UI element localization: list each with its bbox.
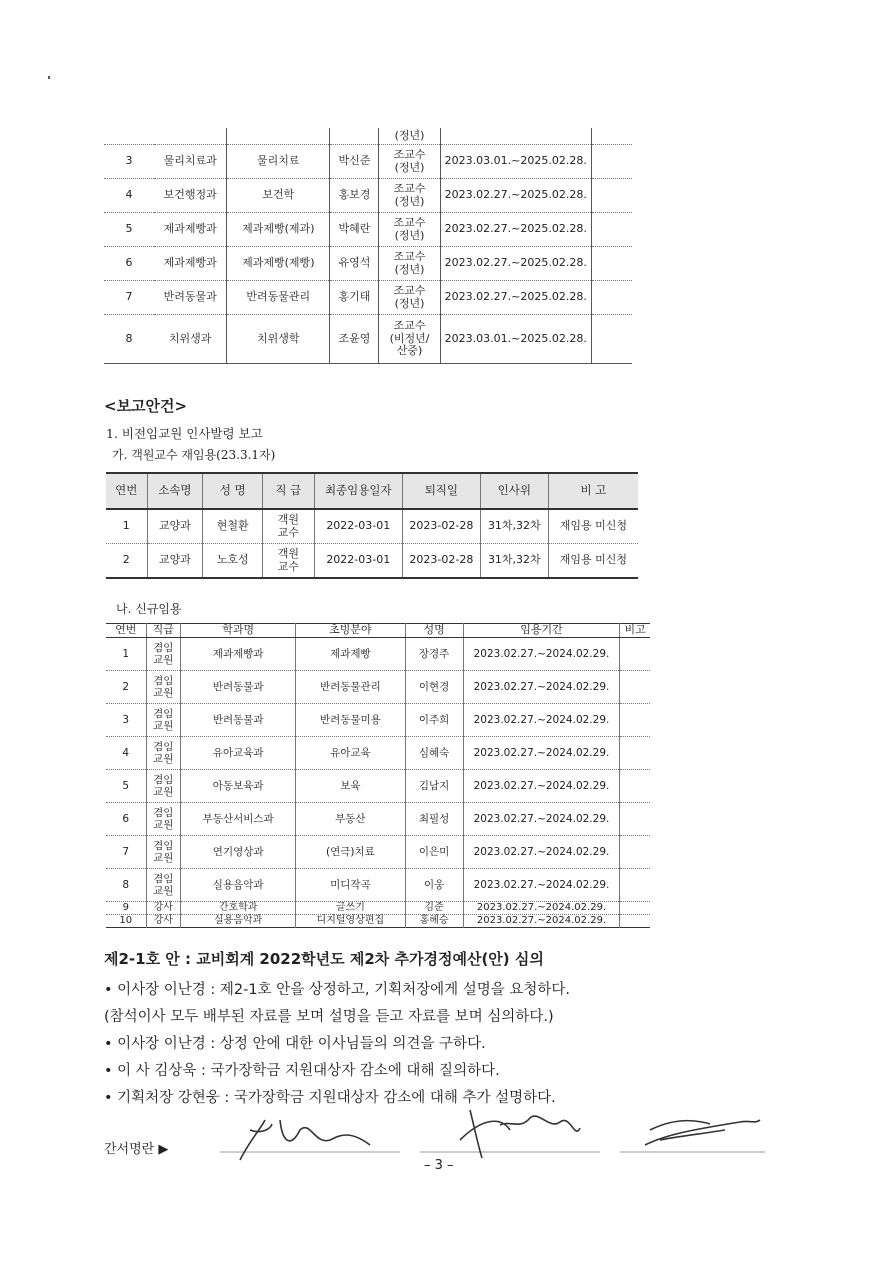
agenda-title: 제2-1호 안 : 교비회계 2022학년도 제2차 추가경정예산(안) 심의	[104, 950, 544, 968]
page-number: – 3 –	[424, 1158, 454, 1173]
agenda-line: (참석이사 모두 배부된 자료를 보며 설명을 듣고 자료를 보며 심의하다.)	[104, 1009, 554, 1025]
table-row: 5 제과제빵과 제과제빵(제과) 박혜란 조교수 (정년) 2023.02.27.~2025.02.28.	[104, 213, 632, 247]
table-row: 10 강사 실용음악과 디지털영상편집 홍혜승 2023.02.27.~2024.02.29.	[106, 915, 650, 928]
rank-status: (정년)	[379, 128, 440, 145]
signatures-image	[220, 1100, 780, 1170]
table-row: 9 강사 간호학과 글쓰기 김준 2023.02.27.~2024.02.29.	[106, 902, 650, 915]
report-subitem-b: 나. 신규임용	[116, 602, 182, 616]
table-row: 5 겸임 교원 아동보육과 보육 김남지 2023.02.27.~2024.02.29.	[106, 770, 650, 803]
signature-label: 간서명란 ▶	[104, 1142, 169, 1157]
table-row: 7 반려동물과 반려동물관리 홍기태 조교수 (정년) 2023.02.27.~2025.02.28.	[104, 281, 632, 315]
table-row: 3 겸임 교원 반려동물과 반려동물미용 이주희 2023.02.27.~2024.02.29.	[106, 704, 650, 737]
table-row: 2 교양과 노호성 객원 교수 2022-03-01 2023-02-28 31차,32차 재임용 미신청	[106, 544, 638, 579]
table-row: 8 겸임 교원 실용음악과 미디작곡 이웅 2023.02.27.~2024.02.29.	[106, 869, 650, 902]
report-subitem-a: 가. 객원교수 재임용(23.3.1자)	[112, 448, 276, 462]
table-row: 2 겸임 교원 반려동물과 반려동물관리 이현경 2023.02.27.~2024.02.29.	[106, 671, 650, 704]
table-row: 6 제과제빵과 제과제빵(제빵) 유영석 조교수 (정년) 2023.02.27.~2025.02.28.	[104, 247, 632, 281]
table-row: 1 겸임 교원 제과제빵과 제과제빵 장경주 2023.02.27.~2024.02.29.	[106, 638, 650, 671]
table-row: 6 겸임 교원 부동산서비스과 부동산 최필성 2023.02.27.~2024.02.29.	[106, 803, 650, 836]
table-row: 3 물리치료과 물리치료 박신준 조교수 (정년) 2023.03.01.~2025.02.28.	[104, 145, 632, 179]
report-item-1: 1. 비전임교원 인사발령 보고	[106, 426, 263, 441]
table-row: 8 치위생과 치위생학 조윤영 조교수 (비정년/ 산중) 2023.03.01.~2025.02.28.	[104, 315, 632, 364]
new-appointment-table: 연번 직급 학과명 초빙분야 성명 임용기간 비고 1 겸임 교원 제과제빵과 제과제빵 장경주 2023.02.27.~2024.02.29. 2 겸임 교원 반려동물과 반려동물관리 이현경 2023.02.27.~2024.02.29. 3 겸임 교원 반려동물과 반려동물미용 이주희 2023.02.27.~2024.02.29. 4 겸임 교원 유아교육과 유아교육 심혜숙 2023.02.27.~2024.02.29. 5 겸임 교원 아동보육과 보육 김남지 2023.02.27.~2024.02.29. 6 겸임 교원 부동산서비스과 부동산 최필성 2023.02.27.~2024.02.29. 7 겸임 교원 연기영상과 (연극)치료 이은미 2023.02.27.~2024.02.29. 8 겸임 교원 실용음악과 미디작곡 이웅 2023.02.27.~2024.02.29. 9 강사 간호학과 글쓰기 김준 2023.02.27.~2024.02.29. 10 강사 실용음악과 디지털영상편집 홍혜승 2023.02.27.~2024.02.29.	[106, 623, 650, 928]
agenda-line: • 이 사 김상욱 : 국가장학금 지원대상자 감소에 대해 질의하다.	[104, 1063, 500, 1079]
table-row: 4 보건행정과 보건학 홍보경 조교수 (정년) 2023.02.27.~2025.02.28.	[104, 179, 632, 213]
visiting-professor-table: 연번 소속명 성 명 직 급 최종임용일자 퇴직일 인사위 비 고 1 교양과 현철환 객원 교수 2022-03-01 2023-02-28 31차,32차 재임용 미신청 2 교양과 노호성 객원 교수 2022-03-01 2023-02-28 31차,32차 재임용 미신청	[106, 472, 638, 579]
report-heading: <보고안건>	[104, 397, 188, 415]
agenda-line: • 이사장 이난경 : 제2-1호 안을 상정하고, 기획처장에게 설명을 요청하다.	[104, 982, 571, 998]
agenda-line: • 이사장 이난경 : 상정 안에 대한 이사님들의 의견을 구하다.	[104, 1036, 486, 1052]
table-row: 7 겸임 교원 연기영상과 (연극)치료 이은미 2023.02.27.~2024.02.29.	[106, 836, 650, 869]
agenda-line: • 기획처장 강현웅 : 국가장학금 지원대상자 감소에 대해 추가 설명하다.	[104, 1090, 556, 1106]
table-row: 4 겸임 교원 유아교육과 유아교육 심혜숙 2023.02.27.~2024.02.29.	[106, 737, 650, 770]
faculty-appointment-table-continued	[104, 128, 632, 364]
stray-mark	[48, 76, 50, 79]
table-row: 1 교양과 현철환 객원 교수 2022-03-01 2023-02-28 31차,32차 재임용 미신청	[106, 509, 638, 544]
